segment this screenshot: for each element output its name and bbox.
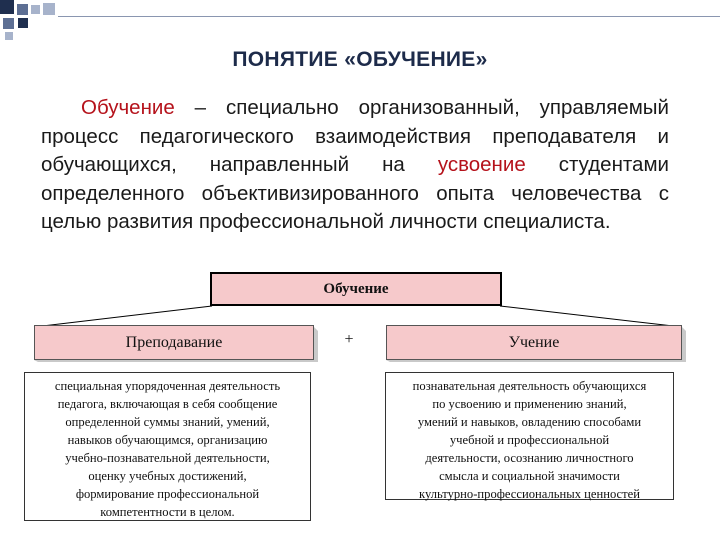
connector-top-right [500,306,682,327]
connector-top-left [34,306,212,327]
definition-term: Обучение [81,96,175,119]
studying-description: познавательная деятельность обучающихся по усвоению и применению знаний, умений и навыков, овладению способами учебной и профессиональной деятельности, осознанию личностного смысла и социальной значимости культурно-профессиональных ценностей [385,372,674,500]
plus-sign: + [344,331,354,348]
box-teaching: Преподавание [34,325,314,360]
teaching-description: специальная упорядоченная деятельность педагога, включающая в себя сообщение определенной суммы знаний, умений, навыков обучающимся, организацию учебно-познавательной деятельности, оценку учебных достижений, формирование профессиональной компетентности в целом. [24,372,311,521]
definition-highlight: усвоение [437,153,526,177]
definition-part1: – специально организованный, управляемый процесс педагогического взаимодействия преподавателя и обучающихся, направленный на [41,96,669,177]
definition-part2: студентами определенного объективизированного опыта человечества с целью развития профессиональной личности специалиста. [41,153,669,234]
page-title: ПОНЯТИЕ «ОБУЧЕНИЕ» [232,48,488,71]
box-studying: Учение [386,325,682,360]
box-learning-process: Обучение [210,272,502,306]
